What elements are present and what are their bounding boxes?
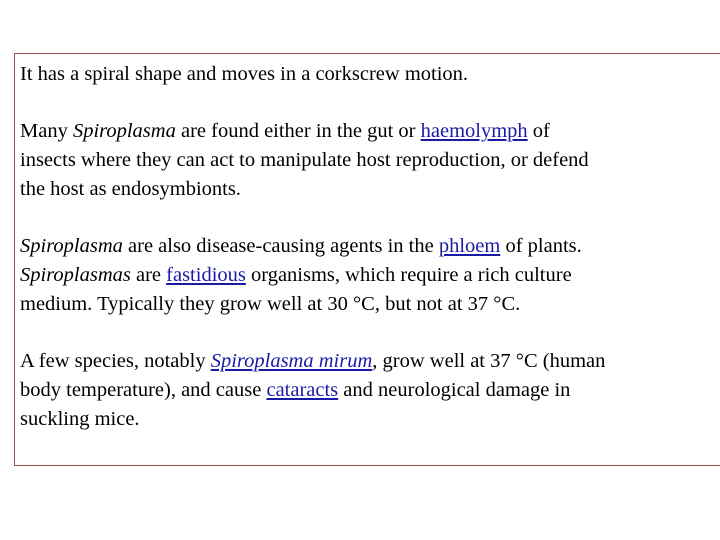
paragraph-3-text-3: of plants. — [500, 235, 582, 257]
paragraph-4-text-3: body temperature), and cause — [20, 379, 267, 401]
genus-name-italic: Spiroplasma — [20, 235, 123, 257]
paragraph-3-text-4: are — [130, 264, 167, 286]
paragraph-2-line-2: insects where they can act to manipulate host reproduction, or defend — [20, 149, 589, 171]
genus-name-italic: Spiroplasma — [72, 120, 176, 142]
paragraph-habitat — [20, 117, 720, 204]
paragraph-4-text-4: and neurological damage in — [338, 379, 571, 401]
cataracts-link[interactable]: cataracts — [266, 379, 339, 401]
paragraph-species — [20, 347, 720, 434]
paragraph-2-line-3: the host as endosymbionts. — [20, 178, 241, 200]
paragraph-3-text-5: organisms, which require a rich culture — [245, 264, 572, 286]
haemolymph-link[interactable]: haemolymph — [420, 120, 528, 142]
paragraph-3-line-3: medium. Typically they grow well at 30 °C, but not at 37 °C. — [20, 293, 521, 315]
paragraph-4-text-2: , grow well at 37 °C (human — [372, 350, 606, 372]
paragraph-4-text-1: A few species, notably — [20, 350, 211, 372]
paragraph-2-text-2: are found either in the gut or — [175, 120, 421, 142]
paragraph-spiral-shape — [20, 60, 720, 89]
paragraph-2-text-1: Many — [20, 120, 73, 142]
paragraph-4-line-3: suckling mice. — [20, 408, 140, 430]
genus-plural-italic: Spiroplasmas — [20, 264, 131, 286]
spiroplasma-mirum-link[interactable] — [211, 350, 373, 372]
phloem-link[interactable]: phloem — [438, 235, 501, 257]
paragraph-3-text-2: are also disease-causing agents in the — [122, 235, 439, 257]
species-name-italic: Spiroplasma mirum — [210, 350, 373, 372]
fastidious-link[interactable]: fastidious — [166, 264, 246, 286]
paragraph-1-text: It has a spiral shape and moves in a corkscrew motion. — [20, 63, 469, 85]
paragraph-2-text-3: of — [527, 120, 550, 142]
paragraph-disease — [20, 232, 720, 319]
